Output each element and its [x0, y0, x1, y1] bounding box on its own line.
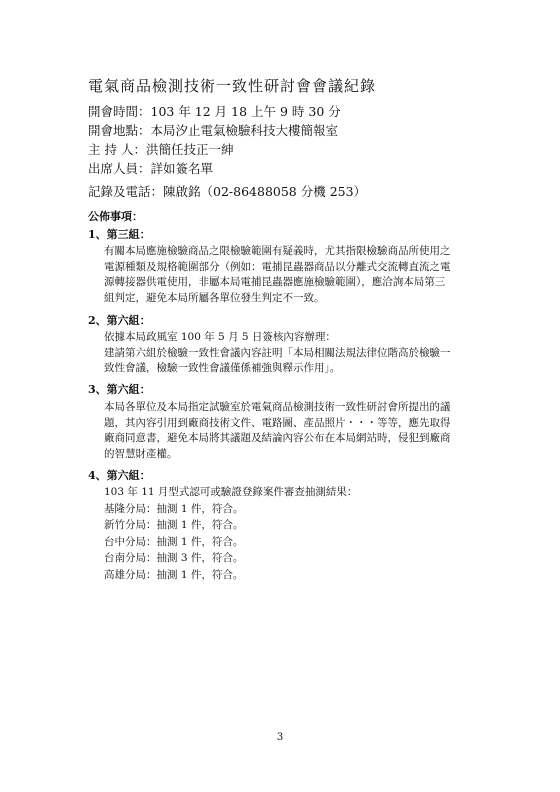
- item-1-body: [104, 244, 476, 306]
- item-1-line: 電源種類及規格範圍部分（例如：電捕昆蟲器商品以分離式交流轉直流之電: [104, 260, 451, 273]
- meeting-chair: 主 持 人：洪簡任技正一紳: [88, 142, 234, 157]
- meeting-attendees: 出席人員：詳如簽名單: [88, 161, 214, 176]
- item-3-line: 的智慧財產權。: [104, 447, 178, 460]
- item-4-body: [104, 484, 476, 583]
- item-4-line: 台中分局：抽測 1 件，符合。: [104, 535, 244, 548]
- item-3-line: 廠商同意書，避免本局將其議題及結論內容公布在本局網站時，侵犯到廠商: [104, 432, 451, 444]
- meeting-time: 開會時間：103 年 12 月 18 上午 9 時 30 分: [88, 104, 341, 119]
- item-2-body: [104, 330, 476, 377]
- item-3-line: 題，其內容引用到廠商技術文件、電路圖、產品照片・・・等等，應先取得: [104, 416, 451, 429]
- meeting-recorder: 記錄及電話：陳啟銘（02-86488058 分機 253）: [88, 184, 367, 199]
- item-4-line: 103 年 11 月型式認可或驗證登錄案件審查抽測結果：: [104, 486, 358, 498]
- item-1-line: 源轉接器供電使用，非屬本局電捕昆蟲器應施檢驗範圍），應洽詢本局第三: [104, 276, 446, 288]
- item-4-heading: 4、第六組：: [88, 469, 151, 482]
- item-2-line: 依據本局政風室 100 年 5 月 5 日簽核內容辦理：: [104, 331, 336, 343]
- item-3-line: 本局各單位及本局指定試驗室於電氣商品檢測技術一致性研討會所提出的議: [104, 401, 451, 413]
- item-2-heading: 2、第六組：: [88, 314, 151, 327]
- item-3-heading: 3、第六組：: [88, 383, 151, 396]
- page-number: 3: [276, 732, 284, 743]
- item-1-line: 組判定，避免本局所屬各單位發生判定不一致。: [104, 291, 325, 304]
- item-4-line: 基隆分局：抽測 1 件，符合。: [104, 502, 244, 515]
- document-title: 電氣商品檢測技術一致性研討會會議紀錄: [88, 77, 377, 95]
- announcements-heading: 公佈事項：: [88, 210, 143, 223]
- meeting-location: 開會地點：本局汐止電氣檢驗科技大樓簡報室: [88, 123, 339, 138]
- item-3-body: [104, 400, 476, 462]
- item-1-heading: 1、第三組：: [88, 228, 151, 241]
- item-2-line: 建請第六組於檢驗一致性會議內容註明「本局相關法規法律位階高於檢驗一: [104, 346, 451, 359]
- item-2-line: 致性會議，檢驗一致性會議僅係補強與釋示作用」。: [104, 362, 341, 374]
- item-4-line: 台南分局：抽測 3 件，符合。: [104, 552, 244, 564]
- item-1-line: 有關本局應施檢驗商品之限檢驗範圍有疑義時，尤其指限檢驗商品所使用之: [104, 245, 451, 257]
- item-4-line: 新竹分局：抽測 1 件，符合。: [104, 519, 244, 531]
- item-4-line: 高雄分局：抽測 1 件，符合。: [104, 568, 244, 581]
